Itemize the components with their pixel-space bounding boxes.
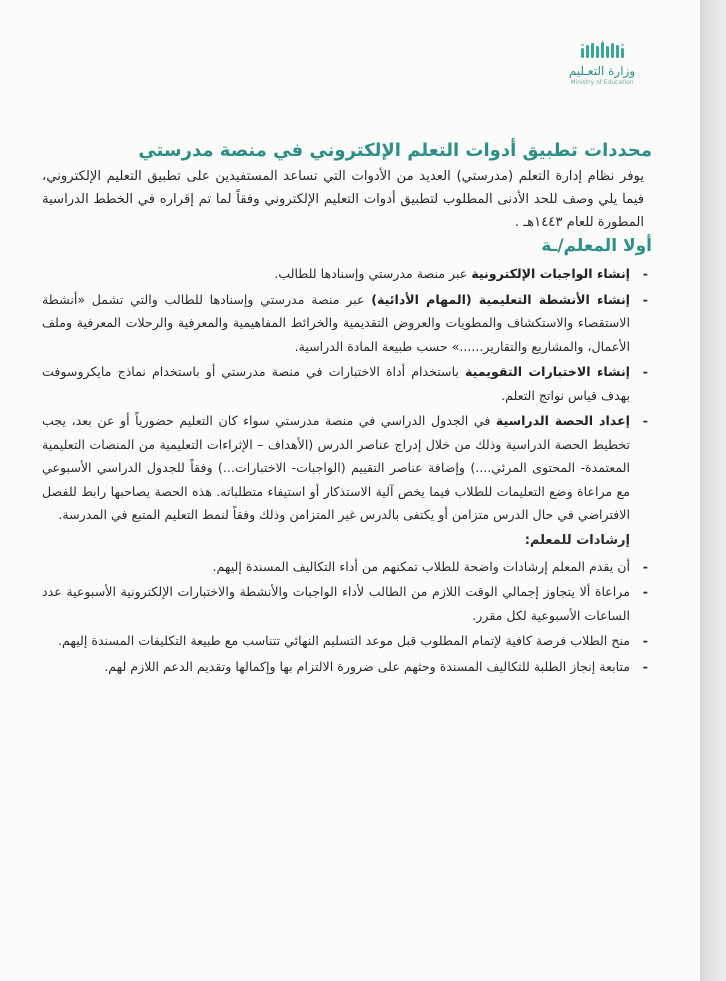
bullet-dash: - bbox=[642, 413, 648, 428]
document-title: محددات تطبيق أدوات التعلم الإلكتروني في منصة مدرستي bbox=[138, 140, 652, 161]
guidance-list bbox=[42, 555, 652, 679]
item-text: باستخدام أداة الاختبارات في منصة مدرستي أو باستخدام نماذج مايكروسوفت بهدف قياس نواتج التعلم. bbox=[42, 364, 630, 403]
logo-arabic-text: وزارة التعـليم bbox=[568, 64, 636, 78]
bullet-dash: - bbox=[642, 633, 648, 648]
list-item bbox=[42, 262, 652, 286]
guidance-heading: إرشادات للمعلم: bbox=[524, 532, 630, 548]
section-heading: أولا المعلم/ـة bbox=[541, 236, 652, 256]
bullet-dash: - bbox=[642, 558, 648, 574]
logo-english-text: Ministry of Education bbox=[570, 79, 634, 86]
bullet-dash: - bbox=[642, 584, 648, 599]
bullet-dash: - bbox=[642, 364, 648, 379]
item-term: إعداد الحصة الدراسية bbox=[495, 413, 630, 428]
page-edge-shadow bbox=[700, 0, 726, 981]
item-text: عبر منصة مدرستي وإسنادها للطالب والتي تشمل «أنشطة الاستقصاء والاستكشاف والمطويات والعروض التقديمية والخرائط المفاهيمية والمعرفية والرحلات المعرفية وملف الأعمال، والمشاريع والتقارير......» حسب طبيعة المادة الدراسية. bbox=[42, 291, 630, 354]
list-item bbox=[42, 629, 652, 653]
item-term: إنشاء الاختبارات التقويمية bbox=[465, 364, 630, 379]
list-item bbox=[42, 555, 652, 579]
ministry-emblem-icon bbox=[579, 40, 625, 62]
list-item bbox=[42, 360, 652, 407]
list-item bbox=[42, 409, 652, 527]
ministry-logo bbox=[552, 40, 652, 100]
item-text: في الجدول الدراسي في منصة مدرستي سواء كان التعليم حضورياً أو عن بعد، يجب تخطيط الحصة الدراسية وذلك من خلال إدراج عناصر الدرس (الأهداف – الإثراءات التعليمية من المنصات التعليمية المعتمدة- المحتوى المرئي....) وإضافة عناصر التقييم (الواجبات- الاختبارات...) وفقاً للجدول الدراسي الأسبوعي مع مراعاة وضع التعليمات للطلاب فيما يخص آلية الاستذكار أو استيفاء متطلباته. هذه الحصة يصاحبها رابط للفصل الافتراضي في حال الدرس متزامن أو يكتفى بالدرس غير المتزامن وذلك وفقاً لنمط التعليم المتبع في المدرسة. bbox=[42, 413, 630, 522]
guidance-text: أن يقدم المعلم إرشادات واضحة للطلاب تمكنهم من أداء التكاليف المسندة إليهم. bbox=[212, 558, 630, 574]
guidance-text: مراعاة ألا يتجاوز إجمالي الوقت اللازم من الطالب لأداء الواجبات والأنشطة والاختبارات الإلكترونية الأسبوعية عدد الساعات الأسبوعية لكل مقرر. bbox=[42, 584, 630, 623]
bullet-dash: - bbox=[642, 291, 648, 307]
teacher-requirements-list bbox=[42, 262, 652, 527]
list-item bbox=[42, 580, 652, 627]
list-item bbox=[42, 288, 652, 359]
item-text: عبر منصة مدرستي وإسنادها للطالب. bbox=[274, 266, 472, 281]
document-body bbox=[42, 140, 652, 680]
bullet-dash: - bbox=[642, 658, 648, 674]
guidance-text: متابعة إنجاز الطلبة للتكاليف المسندة وحثهم على ضرورة الالتزام بها وإكمالها وتقديم الدعم اللازم لهم. bbox=[104, 658, 630, 674]
list-item bbox=[42, 655, 652, 679]
item-term: إنشاء الأنشطة التعليمية (المهام الأدائية) bbox=[371, 291, 630, 307]
bullet-dash: - bbox=[642, 266, 648, 281]
guidance-text: منح الطلاب فرصة كافية لإتمام المطلوب قبل موعد التسليم النهائي تتناسب مع طبيعة التكليفات المسندة إليهم. bbox=[58, 633, 630, 648]
item-term: إنشاء الواجبات الإلكترونية bbox=[471, 266, 630, 281]
intro-paragraph: يوفر نظام إدارة التعلم (مدرستي) العديد من الأدوات التي تساعد المستفيدين على تطبيق التعليم الإلكتروني، فيما يلي وصف للحد الأدنى المطلوب لتطبيق أدوات التعليم الإلكتروني وفقاً لما تم إقراره في الخطط الدراسية المطورة للعام ١٤٤٣هـ . bbox=[42, 169, 644, 230]
